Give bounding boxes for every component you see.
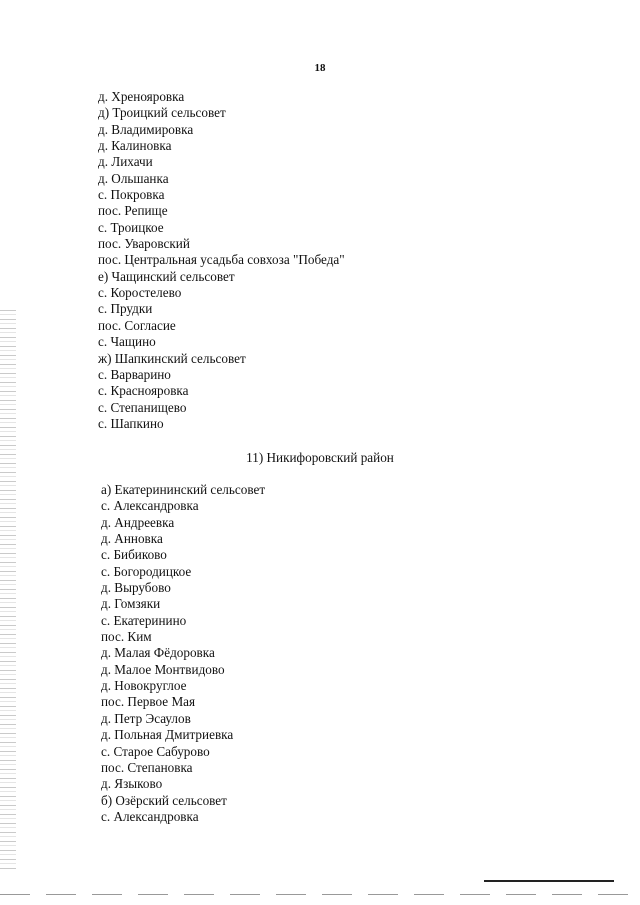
settlement-list-2: [101, 482, 265, 825]
list-item: пос. Центральная усадьба совхоза "Победа": [98, 252, 345, 268]
list-item: с. Александровка: [101, 498, 199, 514]
list-item: с. Коростелево: [98, 285, 182, 301]
list-item: е) Чащинский сельсовет: [98, 268, 235, 284]
list-item: с. Краснояровка: [98, 383, 189, 399]
list-item: д. Хренояровка: [98, 89, 185, 104]
list-item: д. Гомзяки: [101, 596, 161, 612]
list-item: д. Вырубово: [101, 580, 171, 596]
list-item: с. Богородицкое: [101, 563, 192, 579]
list-item: д. Малая Фёдоровка: [101, 645, 215, 661]
list-item: с. Покровка: [98, 187, 165, 203]
scan-edge-artifact: [0, 310, 16, 870]
list-item: а) Екатерининский сельсовет: [101, 482, 266, 497]
list-item: д. Лихачи: [98, 154, 153, 170]
scan-bottom-edge: [0, 894, 640, 895]
list-item: с. Варварино: [98, 366, 171, 382]
list-item: д. Польная Дмитриевка: [101, 727, 234, 743]
list-item: пос. Уваровский: [98, 236, 190, 252]
section-heading: 11) Никифоровский район: [246, 450, 394, 465]
list-item: д. Анновка: [101, 531, 163, 547]
list-item: пос. Первое Мая: [101, 694, 196, 710]
page-number: 18: [314, 62, 326, 74]
list-item: д) Троицкий сельсовет: [98, 105, 226, 121]
list-item: ж) Шапкинский сельсовет: [98, 350, 246, 366]
list-item: с. Шапкино: [98, 415, 164, 431]
list-item: с. Прудки: [98, 301, 153, 317]
list-item: д. Языково: [101, 776, 163, 792]
list-item: с. Троицкое: [98, 219, 164, 235]
list-item: с. Чащино: [98, 334, 156, 350]
settlement-list-1: [98, 89, 345, 432]
list-item: д. Ольшанка: [98, 170, 169, 186]
list-item: с. Бибиково: [101, 547, 167, 563]
list-item: пос. Репище: [98, 203, 168, 219]
list-item: с. Екатеринино: [101, 612, 187, 628]
list-item: д. Андреевка: [101, 514, 175, 530]
list-item: д. Малое Монтвидово: [101, 661, 225, 677]
list-item: с. Степанищево: [98, 399, 187, 415]
list-item: д. Новокруглое: [101, 678, 187, 694]
list-item: пос. Согласие: [98, 317, 176, 333]
list-item: пос. Степановка: [101, 759, 193, 775]
list-item: д. Калиновка: [98, 138, 172, 154]
list-item: пос. Ким: [101, 629, 152, 645]
list-item: с. Старое Сабурово: [101, 743, 210, 759]
list-item: с. Александровка: [101, 808, 199, 824]
footer-rule: [484, 880, 614, 882]
list-item: д. Владимировка: [98, 121, 194, 137]
list-item: б) Озёрский сельсовет: [101, 792, 227, 808]
list-item: д. Петр Эсаулов: [101, 710, 191, 726]
